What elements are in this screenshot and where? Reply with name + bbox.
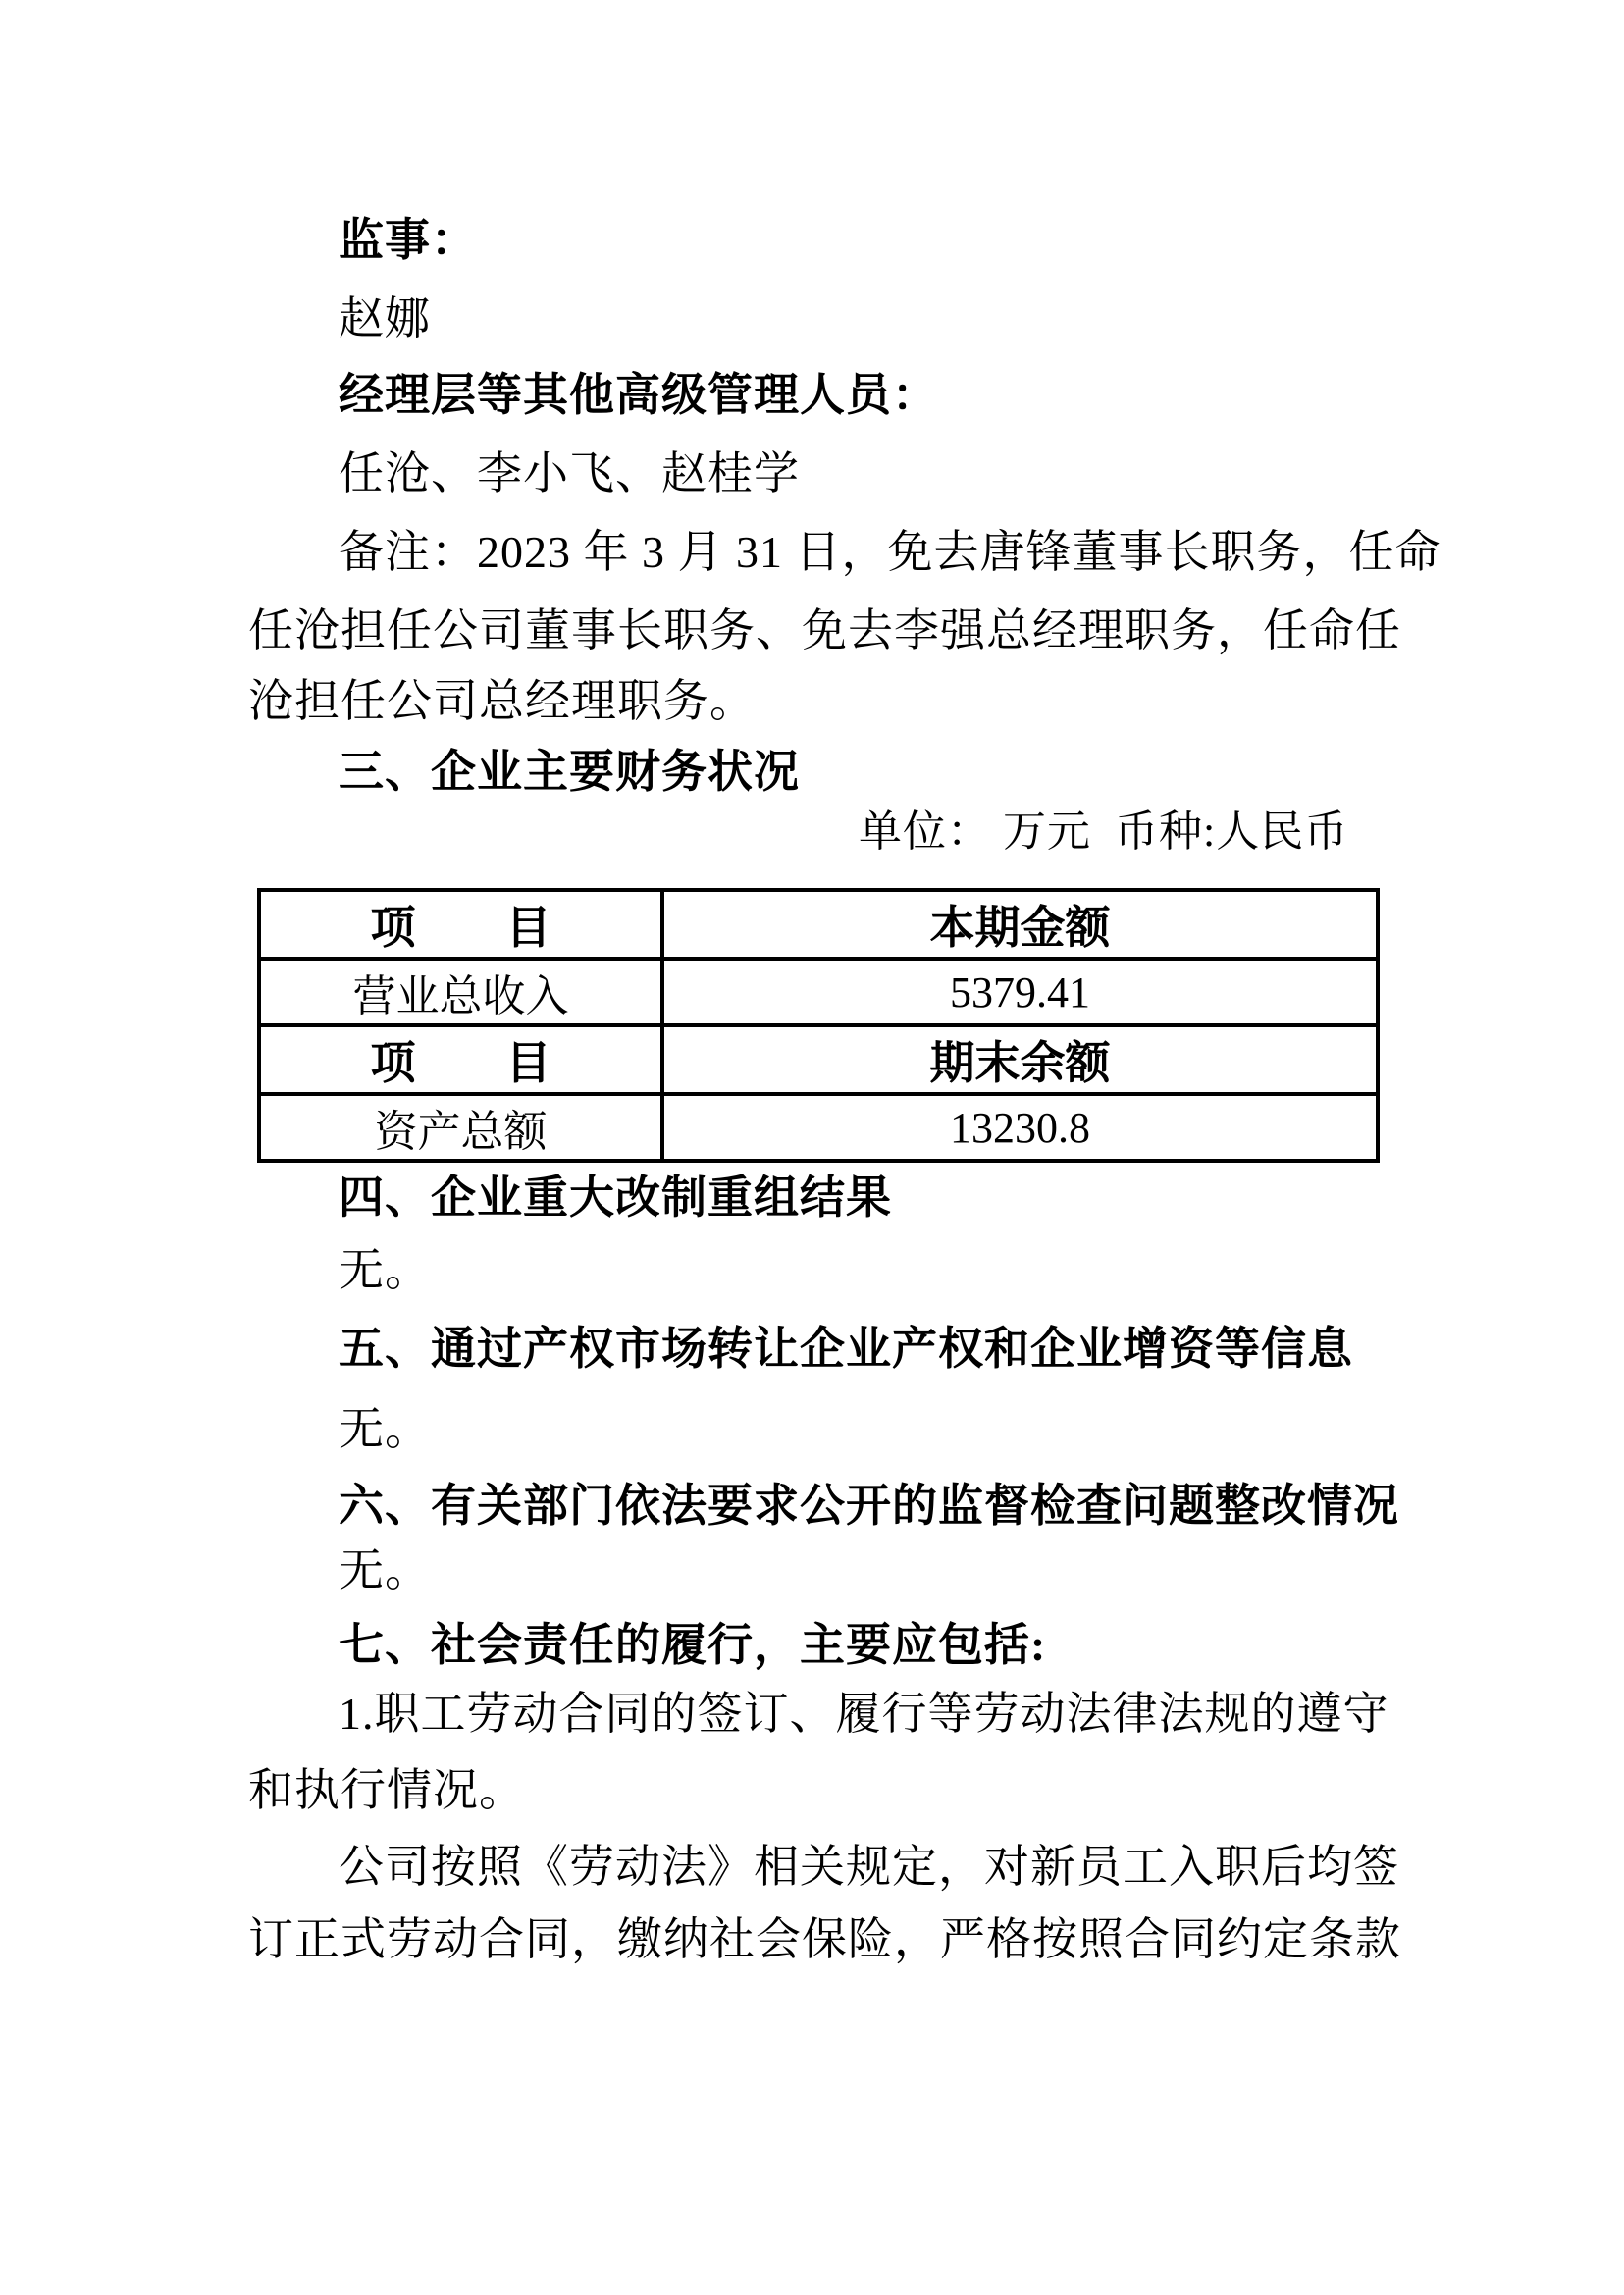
section-6-answer: 无。 xyxy=(339,1545,431,1595)
table-header-balance: 期末余额 xyxy=(662,1025,1378,1094)
unit-currency-note: 单位： 万元 币种:人民币 xyxy=(859,808,1349,856)
social-item-1-line-2: 和执行情况。 xyxy=(248,1765,525,1815)
labor-paragraph-line-1: 公司按照《劳动法》相关规定，对新员工入职后均签 xyxy=(339,1842,1399,1892)
section-5-heading: 五、通过产权市场转让企业产权和企业增资等信息 xyxy=(339,1324,1353,1374)
section-6-heading: 六、有关部门依法要求公开的监督检查问题整改情况 xyxy=(339,1481,1399,1531)
section-3-heading: 三、企业主要财务状况 xyxy=(339,747,800,797)
table-cell-assets-label: 资产总额 xyxy=(259,1094,662,1161)
section-5-answer: 无。 xyxy=(339,1404,431,1454)
table-cell-assets-value: 13230.8 xyxy=(662,1094,1378,1161)
table-row-total-assets xyxy=(259,1094,1378,1161)
table-cell-revenue-value: 5379.41 xyxy=(662,959,1378,1025)
table-row-revenue xyxy=(259,959,1378,1025)
senior-management-heading: 经理层等其他高级管理人员： xyxy=(339,370,938,420)
table-header-row-period-end xyxy=(259,1025,1378,1094)
table-header-amount: 本期金额 xyxy=(662,890,1378,959)
senior-management-names: 任沧、李小飞、赵桂学 xyxy=(339,448,800,498)
section-7-heading: 七、社会责任的履行，主要应包括: xyxy=(339,1620,1047,1670)
remark-line-3: 沧担任公司总经理职务。 xyxy=(248,676,756,726)
table-cell-revenue-label: 营业总收入 xyxy=(259,959,662,1025)
section-4-answer: 无。 xyxy=(339,1245,431,1295)
remark-line-1: 备注：2023 年 3 月 31 日，免去唐锋董事长职务，任命 xyxy=(339,527,1441,577)
remark-line-2: 任沧担任公司董事长职务、免去李强总经理职务，任命任 xyxy=(248,605,1401,655)
labor-paragraph-line-2: 订正式劳动合同，缴纳社会保险，严格按照合同约定条款 xyxy=(248,1914,1401,1964)
social-item-1-line-1: 1.职工劳动合同的签订、履行等劳动法律法规的遵守 xyxy=(339,1689,1389,1739)
table-header-row-current-period xyxy=(259,890,1378,959)
supervisor-name: 赵娜 xyxy=(339,293,431,343)
financial-table xyxy=(257,888,1380,1163)
section-4-heading: 四、企业重大改制重组结果 xyxy=(339,1173,892,1223)
table-header-item-2: 项 目 xyxy=(259,1025,662,1094)
supervisors-heading: 监事： xyxy=(339,215,477,265)
table-header-item: 项 目 xyxy=(259,890,662,959)
